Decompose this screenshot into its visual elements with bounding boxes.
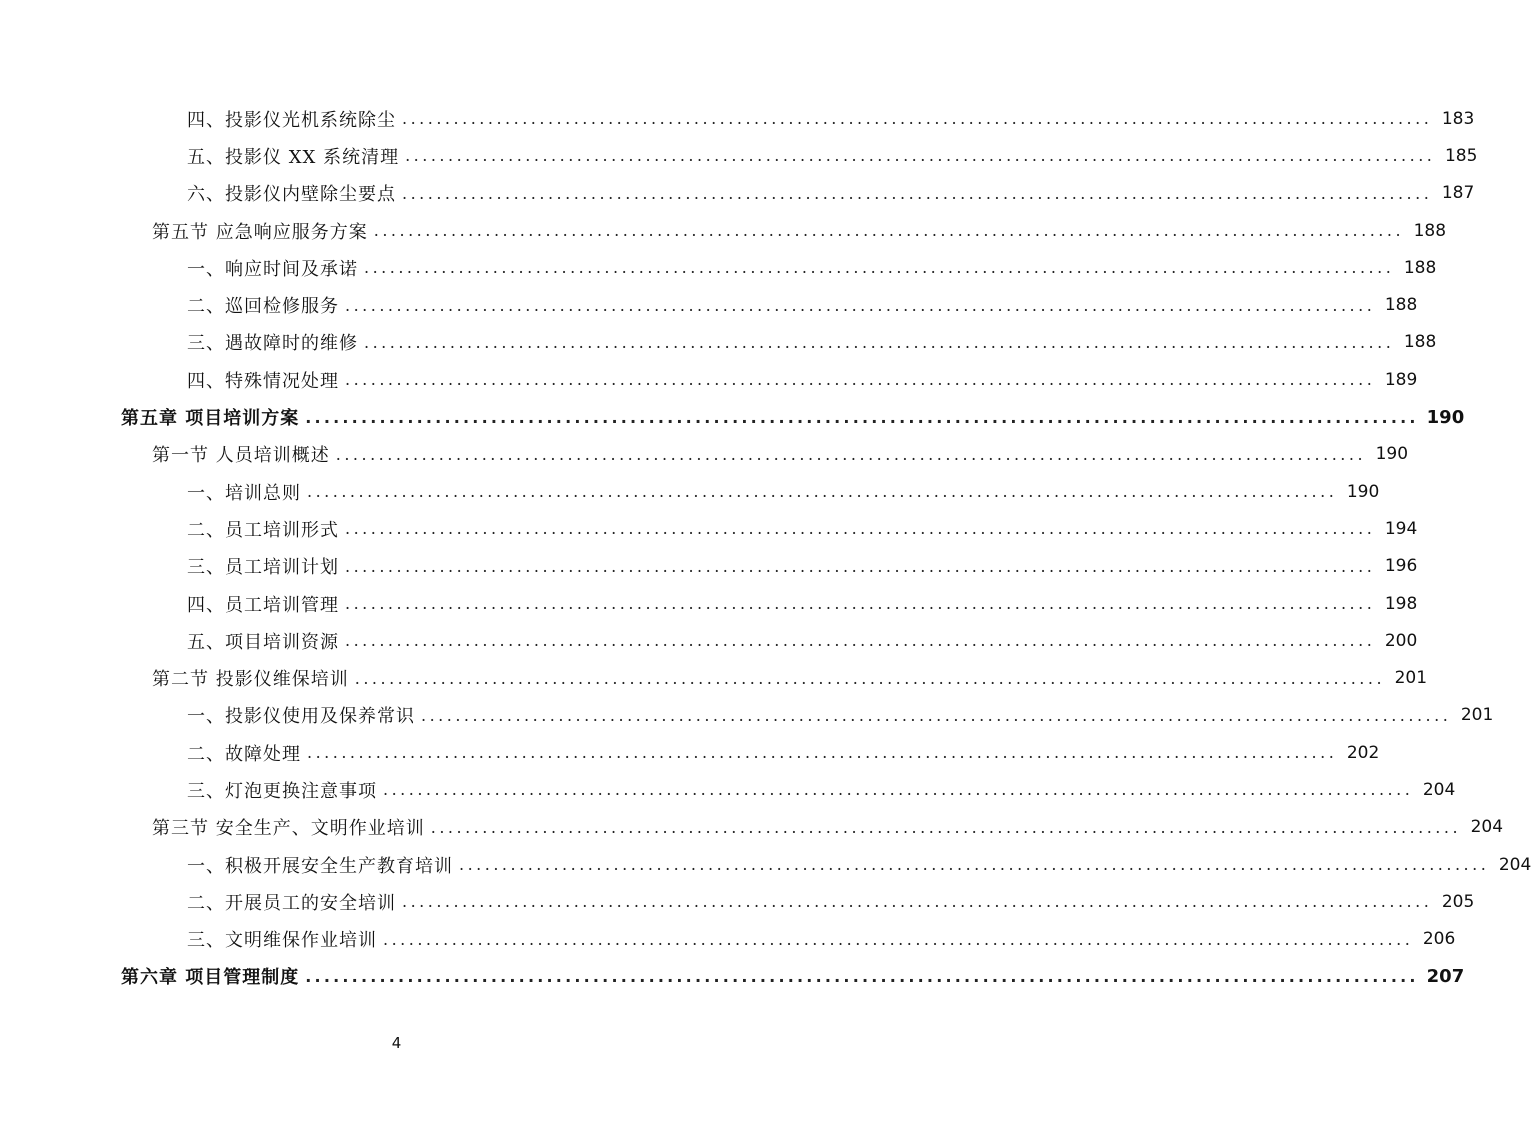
toc-entry-page: 204 [1498, 854, 1531, 875]
toc-entry-title: 三、员工培训计划 [187, 557, 339, 579]
toc-entry-title: 四、投影仪光机系统除尘 [187, 109, 396, 131]
toc-entry-title: 二、开展员工的安全培训 [187, 892, 396, 914]
toc-dot-leader: ........................................................................................................................ [373, 221, 1405, 241]
toc-entry-title: 一、响应时间及承诺 [187, 258, 358, 280]
toc-entry-page: 183 [1441, 108, 1475, 129]
toc-dot-leader: ........................................................................................................................ [459, 855, 1490, 875]
toc-dot-leader: ........................................................................................................................ [307, 743, 1338, 763]
toc-dot-leader: ........................................................................................................................ [354, 668, 1386, 688]
toc-entry-title: 一、投影仪使用及保养常识 [187, 706, 415, 728]
toc-dot-leader: ........................................................................................................................ [345, 594, 1376, 613]
toc-item-entry[interactable] [0, 921, 1456, 958]
toc-item-entry[interactable] [0, 286, 1418, 323]
toc-entry-title: 五、项目培训资源 [187, 631, 339, 653]
toc-dot-leader: ........................................................................................................................ [335, 444, 1367, 464]
toc-entry-title: 六、投影仪内壁除尘要点 [187, 184, 396, 206]
toc-dot-leader: ........................................................................................................................ [383, 780, 1414, 800]
toc-dot-leader: ........................................................................................................................ [307, 482, 1338, 502]
toc-item-entry[interactable] [0, 548, 1418, 585]
toc-entry-title: 第一节 人员培训概述 [152, 445, 330, 467]
toc-entry-page: 188 [1403, 257, 1437, 278]
toc-entry-page: 207 [1426, 965, 1465, 987]
toc-entry-page: 194 [1384, 518, 1418, 539]
toc-dot-leader: ........................................................................................................................ [364, 258, 1395, 278]
toc-section-entry[interactable] [0, 659, 1428, 696]
toc-dot-leader: ........................................................................................................................ [402, 892, 1433, 912]
toc-item-entry[interactable] [0, 249, 1437, 286]
toc-entry-page: 205 [1441, 891, 1475, 912]
toc-item-entry[interactable] [0, 361, 1418, 398]
toc-dot-leader: ........................................................................................................................ [421, 705, 1452, 725]
toc-item-entry[interactable] [0, 883, 1475, 920]
toc-entry-title: 三、遇故障时的维修 [187, 333, 358, 355]
toc-item-entry[interactable] [0, 585, 1418, 622]
toc-dot-leader: ........................................................................................................................ [405, 146, 1436, 166]
toc-entry-title: 三、灯泡更换注意事项 [187, 780, 377, 802]
toc-entry-title: 第二节 投影仪维保培训 [152, 669, 349, 691]
toc-entry-page: 204 [1422, 779, 1456, 800]
toc-dot-leader: ........................................................................................................................ [345, 519, 1376, 539]
toc-dot-leader: ........................................................................................................................ [345, 370, 1376, 390]
toc-entry-page: 185 [1444, 145, 1478, 166]
toc-entry-page: 201 [1394, 668, 1428, 689]
toc-section-entry[interactable] [0, 809, 1504, 846]
toc-entry-title: 五、投影仪 XX 系统清理 [187, 146, 400, 168]
table-of-contents [0, 100, 1531, 995]
toc-entry-page: 190 [1426, 406, 1465, 428]
toc-item-entry[interactable] [0, 771, 1456, 808]
toc-entry-page: 189 [1384, 369, 1418, 390]
toc-entry-page: 206 [1422, 929, 1456, 950]
toc-chapter-entry[interactable] [0, 398, 1465, 435]
toc-item-entry[interactable] [0, 324, 1437, 361]
toc-entry-title: 三、文明维保作业培训 [187, 930, 377, 952]
toc-dot-leader: ........................................................................................................................ [402, 109, 1433, 129]
toc-section-entry[interactable] [0, 212, 1447, 249]
toc-entry-page: 190 [1346, 481, 1380, 502]
toc-entry-page: 198 [1384, 593, 1418, 614]
toc-dot-leader: ........................................................................................................................ [383, 929, 1414, 949]
toc-dot-leader: ........................................................................................................................ [364, 332, 1395, 352]
toc-dot-leader: ........................................................................................................................ [345, 556, 1376, 576]
toc-entry-page: 196 [1384, 556, 1418, 577]
toc-dot-leader: ........................................................................................................................ [305, 966, 1419, 986]
toc-item-entry[interactable] [0, 697, 1494, 734]
toc-chapter-entry[interactable] [0, 958, 1465, 995]
toc-item-entry[interactable] [0, 137, 1478, 174]
toc-entry-title: 第五章 项目培训方案 [121, 408, 300, 430]
toc-item-entry[interactable] [0, 100, 1475, 137]
toc-entry-title: 一、培训总则 [187, 482, 301, 504]
toc-item-entry[interactable] [0, 734, 1380, 771]
toc-entry-page: 200 [1384, 630, 1418, 651]
toc-entry-page: 188 [1403, 332, 1437, 353]
toc-entry-title: 一、积极开展安全生产教育培训 [187, 855, 453, 877]
toc-entry-title: 四、特殊情况处理 [187, 370, 339, 392]
toc-entry-title: 第五节 应急响应服务方案 [152, 221, 368, 243]
page-number: 4 [391, 1034, 402, 1052]
toc-entry-page: 204 [1470, 817, 1504, 838]
toc-entry-title: 二、员工培训形式 [187, 519, 339, 541]
toc-item-entry[interactable] [0, 510, 1418, 547]
toc-dot-leader: ........................................................................................................................ [430, 817, 1462, 837]
toc-entry-title: 二、故障处理 [187, 743, 301, 765]
toc-dot-leader: ........................................................................................................................ [345, 295, 1376, 315]
toc-section-entry[interactable] [0, 436, 1409, 473]
toc-dot-leader: ........................................................................................................................ [402, 183, 1433, 203]
toc-item-entry[interactable] [0, 473, 1380, 510]
toc-dot-leader: ........................................................................................................................ [345, 631, 1376, 651]
toc-entry-title: 第六章 项目管理制度 [121, 967, 300, 989]
toc-dot-leader: ........................................................................................................................ [305, 407, 1419, 427]
toc-entry-title: 第三节 安全生产、文明作业培训 [152, 818, 425, 840]
toc-entry-page: 187 [1441, 183, 1475, 204]
toc-entry-page: 190 [1375, 444, 1409, 465]
toc-entry-title: 四、员工培训管理 [187, 594, 339, 616]
toc-item-entry[interactable] [0, 622, 1418, 659]
toc-entry-title: 二、巡回检修服务 [187, 296, 339, 318]
toc-entry-page: 188 [1384, 295, 1418, 316]
toc-entry-page: 188 [1413, 220, 1447, 241]
toc-item-entry[interactable] [0, 846, 1531, 883]
toc-item-entry[interactable] [0, 175, 1475, 212]
toc-entry-page: 202 [1346, 742, 1380, 763]
toc-entry-page: 201 [1460, 705, 1494, 726]
